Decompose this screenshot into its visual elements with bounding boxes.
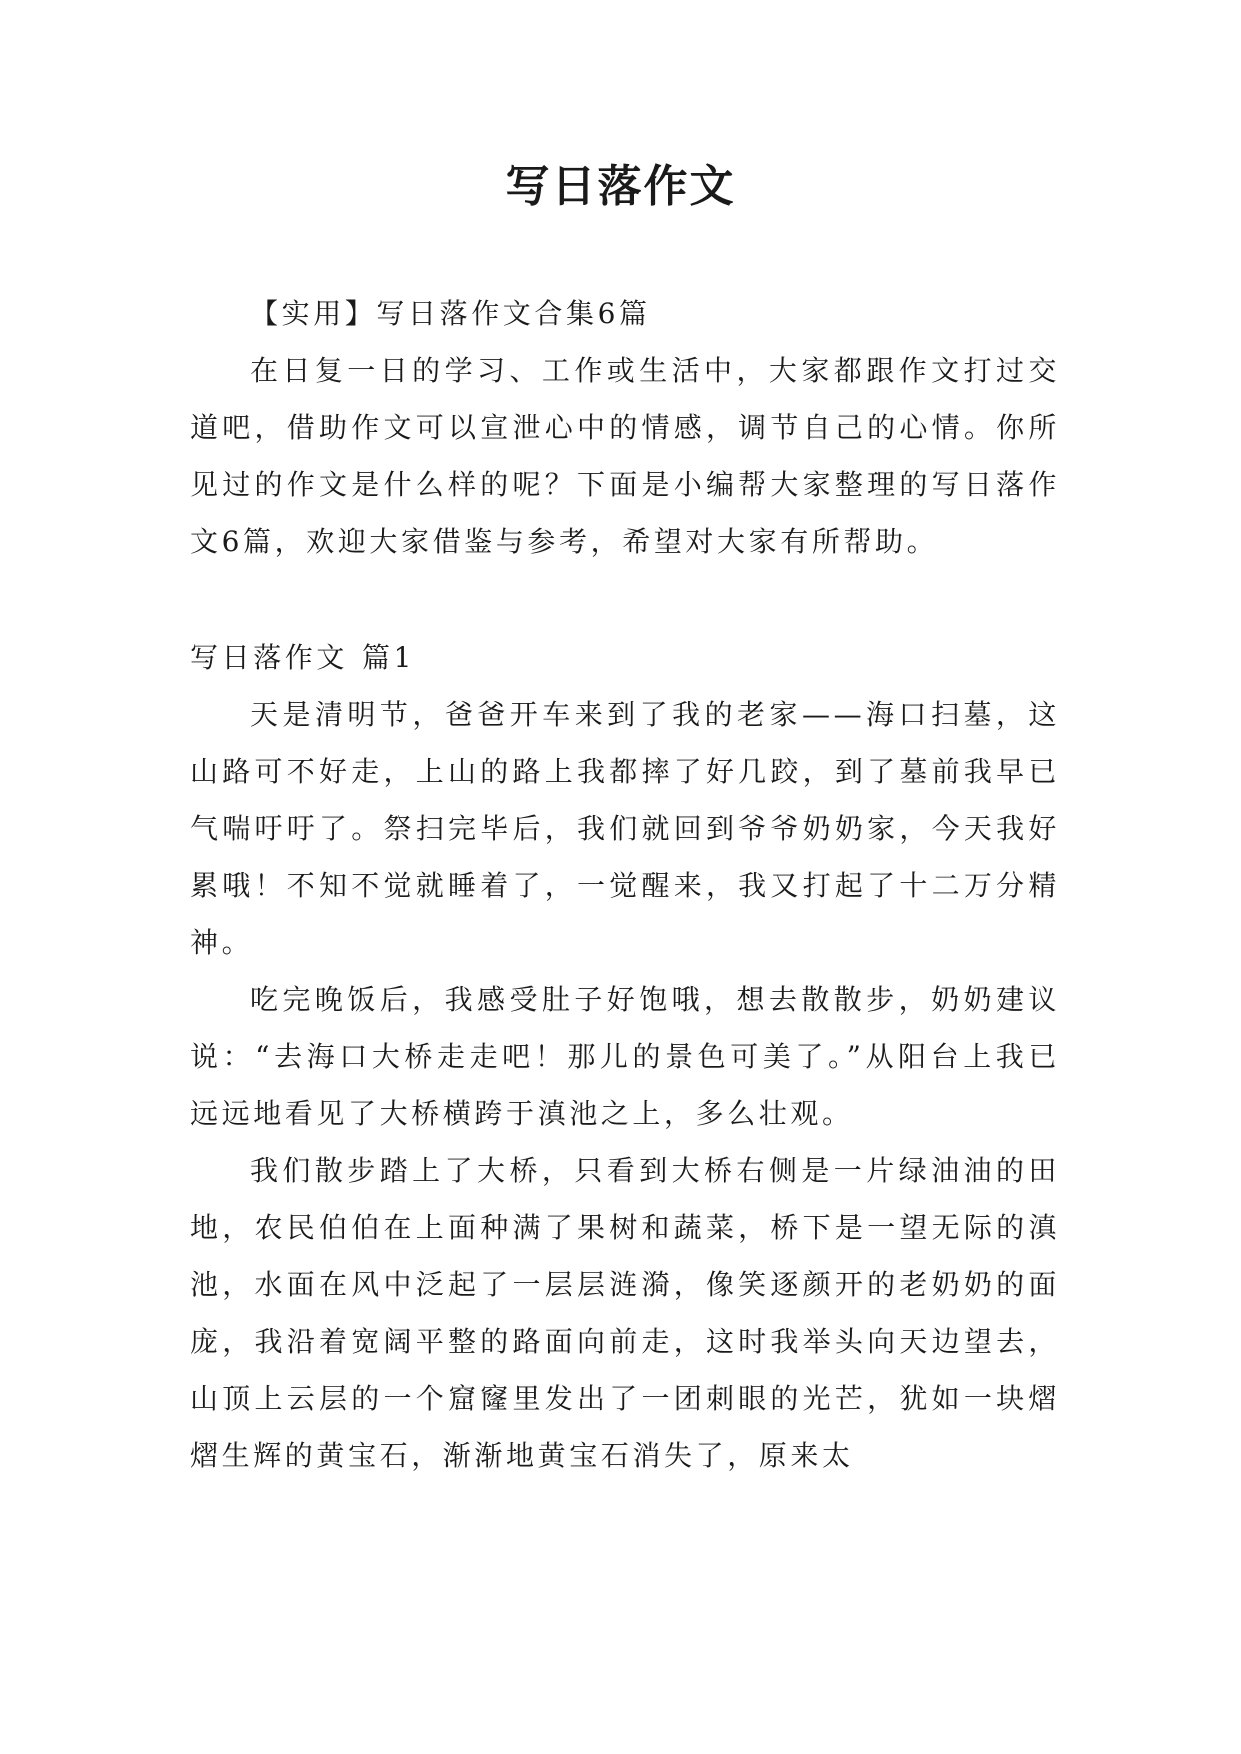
section-heading-title: 写日落作文 (190, 641, 349, 674)
body-paragraph: 我们散步踏上了大桥，只看到大桥右侧是一片绿油油的田地，农民伯伯在上面种满了果树和蔬菜，桥下是一望无际的滇池，水面在风中泛起了一层层涟漪，像笑逐颜开的老奶奶的面庞，我沿着宽阔平整的路面向前走，这时我举头向天边望去，山顶上云层的一个窟窿里发出了一团刺眼的光芒，犹如一块熠熠生辉的黄宝石，渐渐地黄宝石消失了，原来太 (190, 1154, 1060, 1472)
document-body (190, 285, 1060, 1484)
section-heading-number: 篇1 (362, 641, 416, 674)
section-spacer (190, 570, 1060, 629)
body-paragraph: 吃完晚饭后，我感受肚子好饱哦，想去散散步，奶奶建议说：“去海口大桥走走吧！那儿的景色可美了。”从阳台上我已远远地看见了大桥横跨于滇池之上，多么壮观。 (190, 983, 1060, 1130)
intro-paragraph: 在日复一日的学习、工作或生活中，大家都跟作文打过交道吧，借助作文可以宣泄心中的情感，调节自己的心情。你所见过的作文是什么样的呢？下面是小编帮大家整理的写日落作文6篇，欢迎大家借鉴与参考，希望对大家有所帮助。 (190, 354, 1060, 558)
section-heading (190, 629, 1060, 686)
document-title: 写日落作文 (505, 161, 736, 212)
document-lead: 【实用】写日落作文合集6篇 (250, 297, 651, 330)
body-paragraph: 天是清明节，爸爸开车来到了我的老家——海口扫墓，这山路可不好走，上山的路上我都摔了好几跤，到了墓前我早已气喘吁吁了。祭扫完毕后，我们就回到爷爷奶奶家，今天我好累哦！不知不觉就睡着了，一觉醒来，我又打起了十二万分精神。 (190, 698, 1060, 959)
